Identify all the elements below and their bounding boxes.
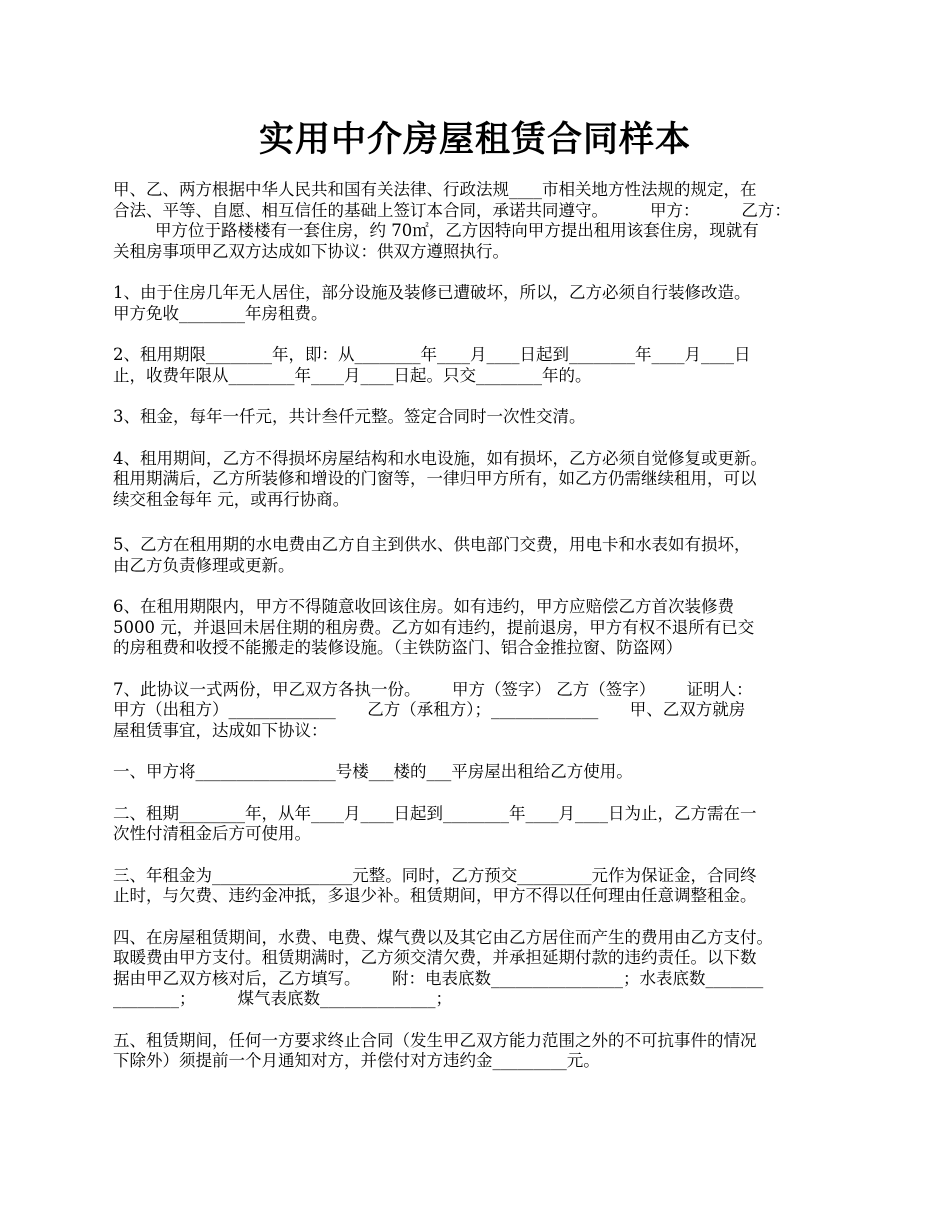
text-line: 1、由于住房几年无人居住，部分设施及装修已遭破坏，所以，乙方必须自行装修改造。: [113, 283, 751, 302]
paragraph-clause-1: [113, 283, 853, 324]
text-line: 6、在租用期限内，甲方不得随意收回该住房。如有违约，甲方应赔偿乙方首次装修费: [113, 597, 734, 616]
text-line: 的房租费和收授不能搬走的装修设施。（主铁防盗门、铝合金推拉窗、防盗网）: [113, 638, 683, 657]
paragraph-article-3: [113, 866, 853, 907]
paragraph-article-4: [113, 928, 853, 1010]
text-line: 续交租金每年 元，或再行协商。: [113, 489, 350, 509]
text-line: 三、年租金为_________________元整。同时，乙方预交_________元作为保证金，合同终: [113, 865, 757, 885]
text-line: 3、租金，每年一仟元，共计叁仟元整。签定合同时一次性交清。: [113, 407, 586, 426]
paragraph-clause-4: [113, 449, 853, 511]
text-line: 甲方免收________年房租费。: [113, 303, 328, 323]
text-line: 甲方（出租方）_____________ 乙方（承租方）；_____________ 甲、乙双方就房: [113, 700, 746, 719]
text-line: 甲方位于路楼楼有一套住房，约 70㎡，乙方因特向甲方提出租用该套住房，现就有: [113, 221, 759, 240]
paragraph-clause-6: [113, 597, 853, 659]
text-line: 据由甲乙双方核对后，乙方填写。 附：电表底数________________；水表底数_______: [113, 968, 764, 988]
text-line: 五、租赁期间，任何一方要求终止合同（发生甲乙双方能力范围之外的不可抗事件的情况: [113, 1030, 757, 1050]
paragraph-article-1: [113, 762, 853, 783]
text-line: 止时，与欠费、违约金冲抵，多退少补。租赁期间，甲方不得以任何理由任意调整租金。: [113, 886, 757, 905]
text-line: 租用期满后，乙方所装修和增设的门窗等，一律归甲方所有，如乙方仍需继续租用，可以: [113, 469, 757, 488]
text-line: 屋租赁事宜，达成如下协议：: [113, 720, 328, 740]
text-line: 5000 元，并退回未居住期的租房费。乙方如有违约，提前退房，甲方有权不退所有已交: [113, 617, 755, 637]
text-line: 关租房事项甲乙双方达成如下协议：供双方遵照执行。: [113, 241, 509, 261]
text-line: 止，收费年限从________年____月____日起。只交________年的。: [113, 365, 592, 385]
text-line: 次性付清租金后方可使用。: [113, 824, 311, 843]
paragraph-clause-3: [113, 407, 853, 428]
paragraph-intro: [113, 180, 853, 262]
paragraph-clause-5: [113, 535, 853, 576]
text-line: 甲、乙、两方根据中华人民共和国有关法律、行政法规____市相关地方性法规的规定，在: [113, 180, 757, 199]
paragraph-article-2: [113, 804, 853, 845]
document-title: 实用中介房屋租赁合同样本: [258, 119, 691, 160]
text-line: 四、在房屋租赁期间，水费、电费、煤气费以及其它由乙方居住而产生的费用由乙方支付。: [113, 927, 773, 947]
text-line: 下除外）须提前一个月通知对方，并偿付对方违约金_________元。: [113, 1051, 600, 1070]
text-line: 4、租用期间，乙方不得损坏房屋结构和水电设施，如有损坏，乙方必须自觉修复或更新。: [113, 448, 767, 468]
paragraph-article-5: [113, 1031, 853, 1072]
paragraph-clause-7: [113, 680, 853, 742]
text-line: 合法、平等、自愿、相互信任的基础上签订本合同，承诺共同遵守。 甲方： 乙方：: [113, 200, 791, 220]
text-line: 7、此协议一式两份，甲乙双方各执一份。 甲方（签字） 乙方（签字） 证明人：: [113, 679, 753, 699]
text-line: 5、乙方在租用期的水电费由乙方自主到供水、供电部门交费，用电卡和水表如有损坏，: [113, 535, 751, 554]
text-line: 二、租期________年，从年____月____日起到________年____月____日为止，乙方需在一: [113, 803, 757, 823]
text-line: ________； 煤气表底数______________；: [113, 989, 452, 1008]
document-body: [113, 180, 853, 1072]
paragraph-clause-2: [113, 345, 853, 386]
text-line: 由乙方负责修理或更新。: [113, 555, 295, 575]
text-line: 取暖费由甲方支付。租赁期满时，乙方须交清欠费，并承担延期付款的违约责任。以下数: [113, 948, 757, 967]
text-line: 一、甲方将_________________号楼___楼的___平房屋出租给乙方使用。: [113, 762, 633, 781]
text-line: 2、租用期限________年，即：从________年____月____日起到________年____月____日: [113, 345, 751, 364]
